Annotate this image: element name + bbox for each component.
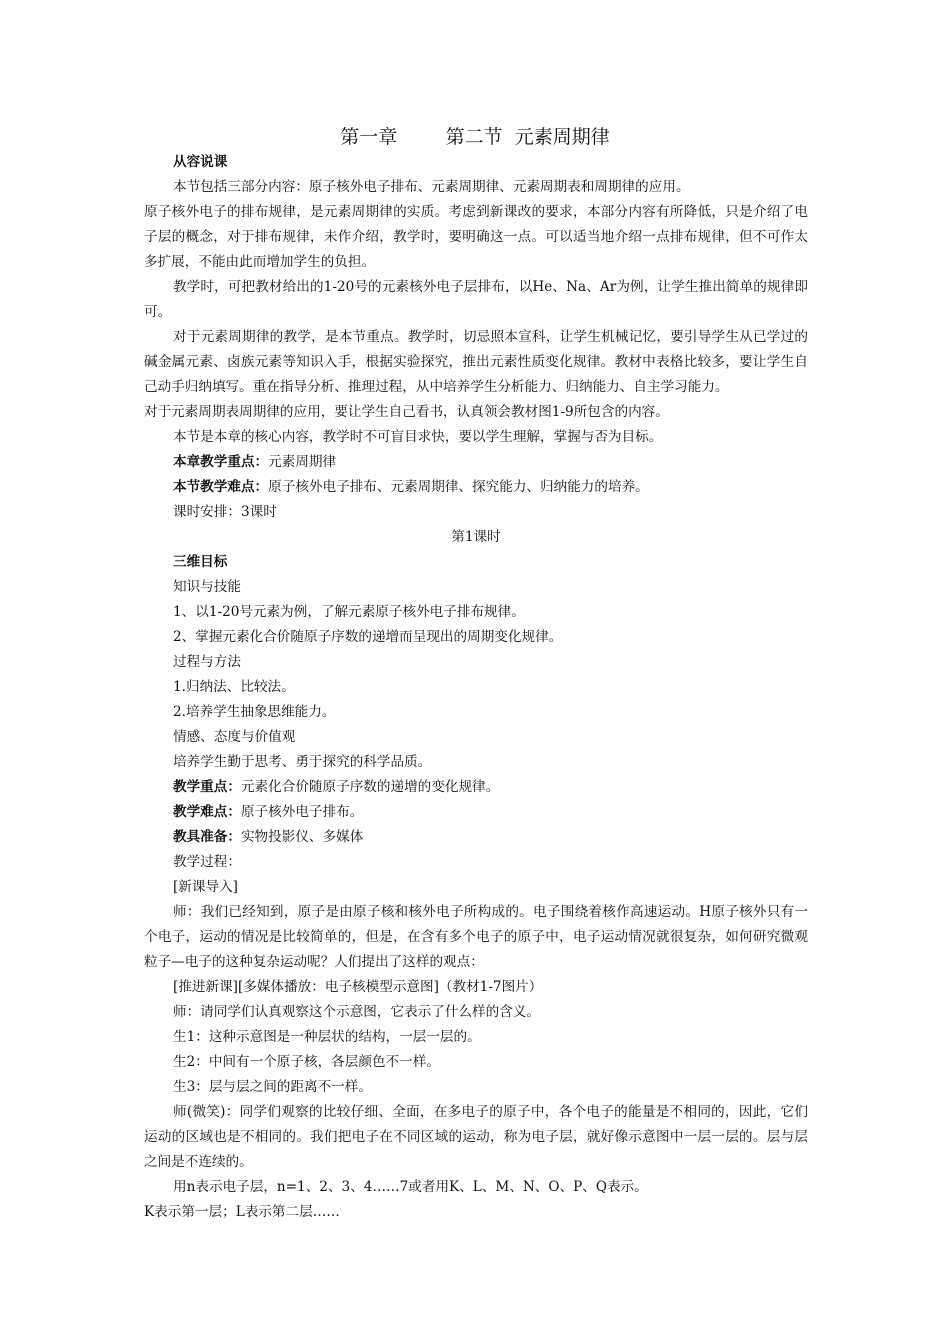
body-line: 知识与技能 xyxy=(173,579,241,595)
line-text: 实物投影仪、多媒体 xyxy=(240,829,364,845)
body-line: 生2：中间有一个原子核，各层颜色不一样。 xyxy=(173,1054,440,1070)
body-paragraph: 师(微笑)：同学们观察的比较仔细、全面，在多电子的原子中，各个电子的能量是不相同的，因此，它们运动的区域也是不相同的。我们把电子在不同区域的运动，称为电子层，就好像示意图中一层一层的。层与层之间是不连续的。 xyxy=(144,1104,808,1170)
line-label: 本章教学重点： xyxy=(173,454,269,470)
labeled-line xyxy=(144,800,808,825)
body-paragraph: 用n表示电子层，n=1、2、3、4……7或者用K、L、M、N、O、P、Q表示。 xyxy=(173,1179,648,1195)
body-paragraph: 教学时，可把教材给出的1-20号的元素核外电子层排布，以He、Na、Ar为例，让学生推出简单的规律即可。 xyxy=(144,279,808,320)
body-paragraph: 本节包括三部分内容：原子核外电子排布、元素周期律、元素周期表和周期律的应用。 xyxy=(173,179,690,195)
body-line: 生1：这种示意图是一种层状的结构，一层一层的。 xyxy=(173,1029,481,1045)
labeled-line xyxy=(144,475,808,500)
line-text: 原子核外电子排布。 xyxy=(240,804,364,820)
body-line: 情感、态度与价值观 xyxy=(173,729,296,745)
line-label: 教具准备： xyxy=(173,829,241,845)
labeled-line xyxy=(144,450,808,475)
line-label: 教学重点： xyxy=(173,779,241,795)
body-paragraph: 对于元素周期律的教学，是本节重点。教学时，切忌照本宣科，让学生机械记忆，要引导学生从已学过的碱金属元素、卤族元素等知识入手，根据实验探究，推出元素性质变化规律。教材中表格比较多，要让学生自己动手归纳填写。重在指导分析、推理过程，从中培养学生分析能力、归纳能力、自主学习能力。 xyxy=(144,329,808,395)
labeled-line xyxy=(144,775,808,800)
body-line: [新课导入] xyxy=(173,879,238,895)
line-text: 元素化合价随原子序数的递增的变化规律。 xyxy=(240,779,500,795)
labeled-line xyxy=(144,825,808,850)
body-paragraph: K表示第一层；L表示第二层…… xyxy=(144,1204,340,1220)
line-text: 原子核外电子排布、元素周期律、探究能力、归纳能力的培养。 xyxy=(268,479,649,495)
body-line: [推进新课][多媒体播放：电子核模型示意图]（教材1-7图片） xyxy=(173,979,543,995)
body-line: 2.培养学生抽象思维能力。 xyxy=(173,704,336,720)
section-heading: 从容说课 xyxy=(173,154,228,170)
body-line: 1.归纳法、比较法。 xyxy=(173,679,295,695)
body-line: 培养学生勤于思考、勇于探究的科学品质。 xyxy=(173,754,432,770)
body-line: 2、掌握元素化合价随原子序数的递增而呈现出的周期变化规律。 xyxy=(173,629,563,645)
document-body xyxy=(144,150,808,1225)
body-line: 师：请同学们认真观察这个示意图，它表示了什么样的含义。 xyxy=(173,1004,541,1020)
page-title: 第一章 第二节 元素周期律 xyxy=(340,126,610,148)
lesson-subtitle: 第1课时 xyxy=(451,529,501,545)
body-line: 过程与方法 xyxy=(173,654,241,670)
body-line: 1、以1-20号元素为例，了解元素原子核外电子排布规律。 xyxy=(173,604,525,620)
body-line: 生3：层与层之间的距离不一样。 xyxy=(173,1079,372,1095)
body-paragraph: 师：我们已经知到，原子是由原子核和核外电子所构成的。电子围绕着核作高速运动。H原子核外只有一个电子，运动的情况是比较简单的，但是，在含有多个电子的原子中，电子运动情况就很复杂，如何研究微观粒子—电子的这种复杂运动呢？人们提出了这样的观点： xyxy=(144,904,808,970)
body-paragraph: 原子核外电子的排布规律，是元素周期律的实质。考虑到新课改的要求，本部分内容有所降低，只是介绍了电子层的概念，对于排布规律，未作介绍，教学时，要明确这一点。可以适当地介绍一点排布规律，但不可作太多扩展，不能由此而增加学生的负担。 xyxy=(144,204,808,270)
line-label: 教学难点： xyxy=(173,804,241,820)
line-text: 元素周期律 xyxy=(268,454,337,470)
body-line: 课时安排：3课时 xyxy=(173,504,277,520)
body-line: 教学过程： xyxy=(173,854,241,870)
body-paragraph: 对于元素周期表周期律的应用，要让学生自己看书，认真领会教材图1-9所包含的内容。 xyxy=(144,404,669,420)
body-paragraph: 本节是本章的核心内容，教学时不可盲目求快，要以学生理解，掌握与否为目标。 xyxy=(173,429,663,445)
line-label: 本节教学难点： xyxy=(173,479,269,495)
section-heading: 三维目标 xyxy=(173,554,228,570)
